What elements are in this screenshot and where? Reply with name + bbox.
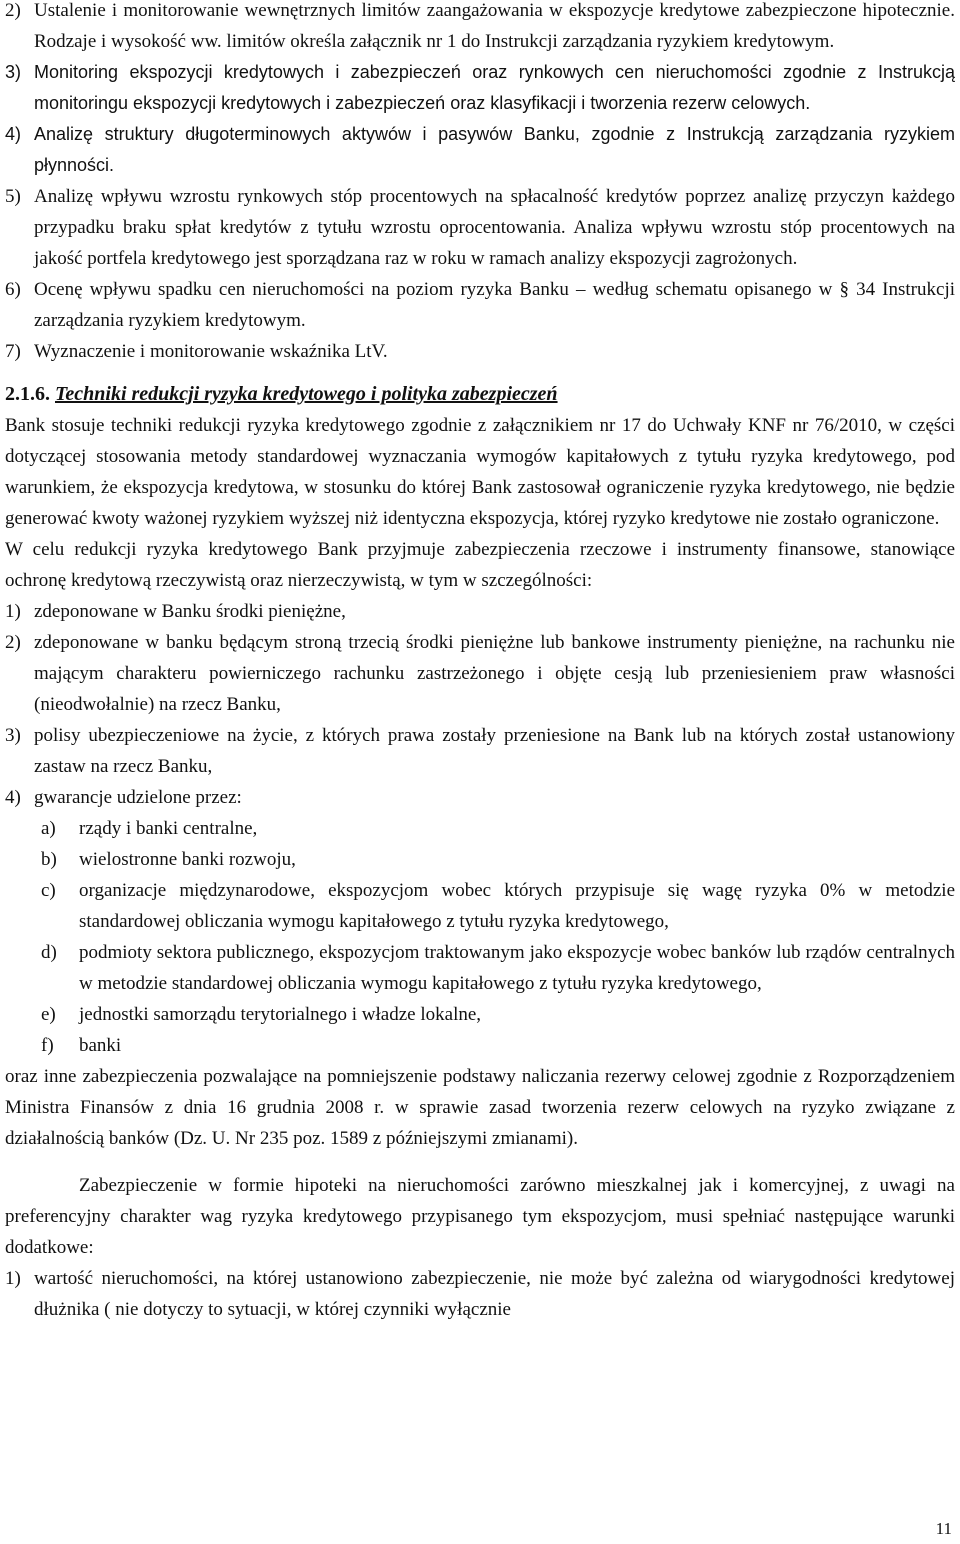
paragraph-spacer (5, 1154, 955, 1170)
list-item (5, 1263, 955, 1325)
list-item-text: polisy ubezpieczeniowe na życie, z których prawa zostały przeniesione na Bank lub na których został ustanowiony zastaw na rzecz Banku, (34, 725, 955, 777)
list-item-number: 4) (5, 124, 22, 144)
sub-list-item (5, 844, 955, 875)
list-item-number: 3) (5, 62, 22, 82)
list-item (5, 119, 955, 181)
list-item-number: 5) (5, 186, 21, 207)
list-item (5, 720, 955, 782)
list-item-number: 7) (5, 341, 21, 362)
list-item (5, 782, 955, 813)
list-item (5, 274, 955, 336)
list-item-text: zdeponowane w banku będącym stroną trzecią środki pieniężne lub bankowe instrumenty pieniężne, na rachunku nie mającym charakteru powierniczego rachunku zastrzeżonego i objęte cesją lub przeniesieniem praw własności (nieodwołalnie) na rzecz Banku, (34, 632, 955, 715)
sub-list-text: rządy i banki centralne, (79, 818, 258, 839)
section-number: 2.1.6. (5, 383, 50, 405)
sub-list-item (5, 813, 955, 844)
list-item (5, 336, 955, 367)
sub-list-text: podmioty sektora publicznego, ekspozycjom traktowanym jako ekspozycje wobec banków lub rządów centralnych w metodzie standardowej obliczania wymogu kapitałowego z tytułu ryzyka kredytowego, (79, 942, 955, 994)
list-item-text: Wyznaczenie i monitorowanie wskaźnika LtV. (34, 341, 388, 362)
sub-list-text: banki (79, 1035, 122, 1056)
list-item-text: Analizę struktury długoterminowych aktywów i pasywów Banku, zgodnie z Instrukcją zarządzania ryzykiem płynności. (34, 124, 955, 175)
list-item-number: 2) (5, 0, 21, 21)
condition-list (5, 1263, 955, 1325)
paragraph: Zabezpieczenie w formie hipoteki na nieruchomości zarówno mieszkalnej jak i komercyjnej, z uwagi na preferencyjny charakter wag ryzyka kredytowego przypisanego tym ekspozycjom, musi spełniać następujące warunki dodatkowe: (5, 1175, 955, 1258)
list-item-text: Monitoring ekspozycji kredytowych i zabezpieczeń oraz rynkowych cen nieruchomości zgodnie z Instrukcją monitoringu ekspozycji kredytowych i zabezpieczeń oraz klasyfikacji i tworzenia rezerw celowych. (34, 62, 955, 113)
list-item-number: 1) (5, 1268, 21, 1289)
paragraph: oraz inne zabezpieczenia pozwalające na pomniejszenie podstawy naliczania rezerwy celowej zgodnie z Rozporządzeniem Ministra Finansów z dnia 16 grudnia 2008 r. w sprawie zasad tworzenia rezerw celowych na ryzyko związane z działalnością banków (Dz. U. Nr 235 poz. 1589 z późniejszymi zmianami). (5, 1066, 955, 1149)
sub-list-item (5, 1030, 955, 1061)
list-item (5, 57, 955, 119)
list-item-number: 6) (5, 279, 21, 300)
list-item-number: 2) (5, 632, 21, 653)
sub-list-letter: f) (41, 1035, 54, 1056)
list-item-text: Analizę wpływu wzrostu rynkowych stóp procentowych na spłacalność kredytów poprzez analizę przyczyn każdego przypadku braku spłat kredytów z tytułu wzrostu oprocentowania. Analiza wpływu wzrostu stóp procentowych na jakość portfela kredytowego jest sporządzana raz w roku w ramach analizy ekspozycji zagrożonych. (34, 186, 955, 269)
sub-list-item (5, 937, 955, 999)
sub-list-item (5, 999, 955, 1030)
list-item-text: gwarancje udzielone przez: (34, 787, 242, 808)
list-item-text: zdeponowane w Banku środki pieniężne, (34, 601, 346, 622)
sub-list-letter: b) (41, 849, 57, 870)
sub-list-item (5, 875, 955, 937)
sub-list-text: organizacje międzynarodowe, ekspozycjom wobec których przypisuje się wagę ryzyka 0% w metodzie standardowej obliczania wymogu kapitałowego z tytułu ryzyka kredytowego, (79, 880, 955, 932)
page-number: 11 (935, 1519, 952, 1538)
list-item (5, 0, 955, 57)
list-item-text: wartość nieruchomości, na której ustanowiono zabezpieczenie, nie może być zależna od wiarygodności kredytowej dłużnika ( nie dotyczy to sytuacji, w której czynniki wyłącznie (34, 1268, 955, 1320)
list-item-number: 4) (5, 787, 21, 808)
list-item-number: 3) (5, 725, 21, 746)
top-numbered-list (5, 0, 955, 367)
section-heading (5, 379, 955, 410)
sub-list-letter: e) (41, 1004, 56, 1025)
list-item (5, 596, 955, 627)
collateral-list (5, 596, 955, 813)
list-item-text: Ustalenie i monitorowanie wewnętrznych limitów zaangażowania w ekspozycje kredytowe zabezpieczone hipotecznie. Rodzaje i wysokość ww. limitów określa załącznik nr 1 do Instrukcji zarządzania ryzykiem kredytowym. (34, 0, 955, 52)
document-page (5, 0, 955, 1325)
list-item-text: Ocenę wpływu spadku cen nieruchomości na poziom ryzyka Banku – według schematu opisanego w § 34 Instrukcji zarządzania ryzykiem kredytowym. (34, 279, 955, 331)
paragraph: Bank stosuje techniki redukcji ryzyka kredytowego zgodnie z załącznikiem nr 17 do Uchwały KNF nr 76/2010, w części dotyczącej stosowania metody standardowej wyznaczania wymogów kapitałowych z tytułu ryzyka kredytowego, pod warunkiem, że ekspozycja kredytowa, w stosunku do której Bank zastosował ograniczenie ryzyka kredytowego, nie będzie generować kwoty ważonej ryzykiem wyższej niż identyczna ekspozycja, której ryzyko kredytowe nie zostało ograniczone. (5, 415, 955, 529)
sub-list-letter: d) (41, 942, 57, 963)
paragraph: W celu redukcji ryzyka kredytowego Bank przyjmuje zabezpieczenia rzeczowe i instrumenty finansowe, stanowiące ochronę kredytową rzeczywistą oraz nierzeczywistą, w tym w szczególności: (5, 539, 955, 591)
sub-list-letter: c) (41, 880, 56, 901)
list-item (5, 627, 955, 720)
sub-list-letter: a) (41, 818, 56, 839)
guarantor-list (5, 813, 955, 1061)
sub-list-text: wielostronne banki rozwoju, (79, 849, 296, 870)
list-item-number: 1) (5, 601, 21, 622)
sub-list-text: jednostki samorządu terytorialnego i władze lokalne, (79, 1004, 482, 1025)
section-title: Techniki redukcji ryzyka kredytowego i polityka zabezpieczeń (55, 383, 558, 405)
list-item (5, 181, 955, 274)
